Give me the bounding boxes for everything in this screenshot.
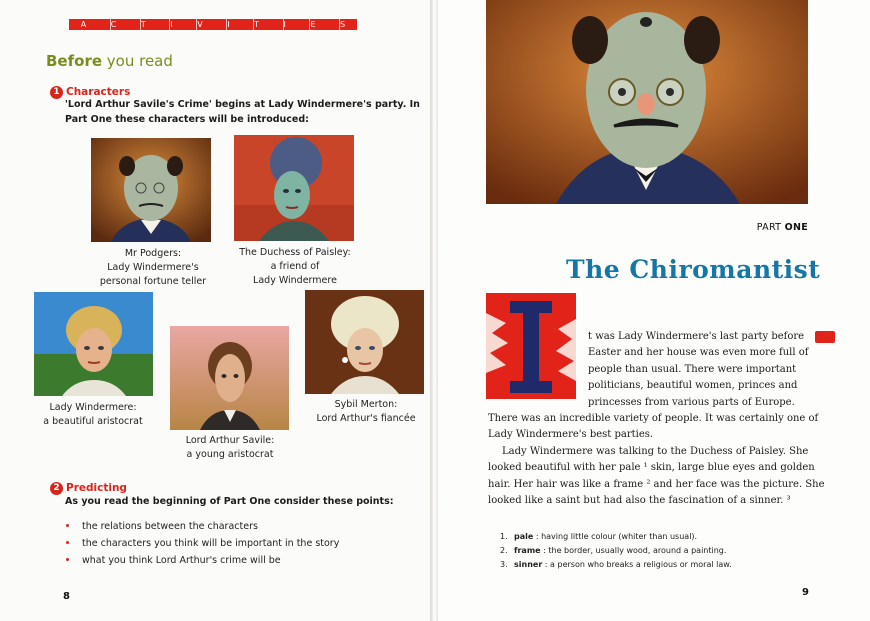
left-page	[0, 0, 432, 621]
footnotes	[500, 530, 732, 572]
predicting-intro: As you read the beginning of Part One consider these points:	[65, 496, 394, 507]
caption-sybil-merton	[310, 398, 422, 426]
caption-line: Mr Podgers:	[124, 248, 182, 259]
activities-banner	[69, 19, 357, 30]
bullet-icon	[66, 541, 69, 544]
illustration-mr-podgers	[486, 0, 808, 204]
audio-track-icon	[815, 331, 835, 343]
point-text: the characters you think will be important in the story	[82, 538, 340, 549]
caption-mr-podgers	[96, 247, 210, 289]
caption-line: Sybil Merton:	[334, 399, 398, 410]
banner-letter: E	[310, 20, 316, 29]
banner-letter: T	[254, 20, 260, 29]
point-text: what you think Lord Arthur's crime will be	[82, 555, 281, 566]
section-number-badge: 1	[50, 86, 63, 99]
section-intro	[65, 97, 420, 127]
text-line: looked beautiful with her pale ¹ skin, large blue eyes and golden	[488, 462, 815, 474]
portrait-sybil-merton	[305, 290, 424, 394]
caption-line: Lady Windermere:	[49, 402, 137, 413]
page-number: 9	[802, 587, 809, 598]
banner-letter: A	[80, 20, 87, 29]
portrait-mr-podgers	[91, 138, 211, 242]
caption-line: Lord Arthur Savile:	[185, 435, 275, 446]
portrait-duchess-of-paisley	[234, 135, 354, 241]
banner-letter: T	[140, 20, 146, 29]
drop-cap-illustration	[486, 293, 576, 399]
point-text: the relations between the characters	[82, 521, 258, 532]
text-line: people than usual. There were important	[588, 363, 797, 375]
part-label: PART ONE	[756, 222, 808, 233]
banner-letter: S	[340, 20, 346, 29]
caption-duchess	[236, 246, 354, 288]
caption-lady-windermere	[36, 401, 150, 429]
caption-line: The Duchess of Paisley:	[239, 247, 351, 258]
portrait-lady-windermere	[34, 292, 153, 396]
text-line: t was Lady Windermere's last party before	[588, 331, 805, 342]
text-line: looked like a saint but had also the fascination of a sinner. ³	[488, 495, 791, 507]
section-title-predicting: Predicting	[66, 482, 127, 494]
footnote: 1. pale : having little colour (whiter than usual).	[500, 532, 698, 541]
body-text-main	[488, 411, 825, 509]
chapter-title: The Chiromantist	[566, 255, 821, 284]
footnote: 2. frame : the border, usually wood, around a painting.	[500, 546, 727, 555]
bullet-icon	[66, 524, 69, 527]
before-you-read-heading: Before you read	[46, 52, 173, 70]
banner-letter: C	[110, 20, 117, 29]
caption-line: a young aristocrat	[186, 449, 274, 460]
caption-line: a friend of	[270, 261, 320, 272]
footnote: 3. sinner : a person who breaks a religious or moral law.	[500, 560, 732, 569]
banner-letter: I	[170, 20, 173, 29]
body-text-top	[588, 329, 808, 411]
list-item	[66, 518, 339, 535]
caption-line: Lady Windermere	[253, 275, 337, 286]
banner-letter: I	[283, 20, 286, 29]
text-line: hair. Her hair was like a frame ² and her face was the picture. She	[488, 478, 825, 490]
intro-line: Part One these characters will be introduced:	[65, 114, 309, 125]
text-line: There was an incredible variety of people. It was certainly one of	[488, 413, 819, 424]
text-line: Lady Windermere's best parties.	[488, 429, 654, 441]
caption-line: personal fortune teller	[99, 276, 207, 287]
text-line: politicians, beautiful women, princes and	[588, 380, 798, 392]
right-page	[438, 0, 870, 621]
list-item	[66, 552, 339, 569]
text-line: Easter and her house was even more full of	[588, 347, 809, 359]
caption-line: a beautiful aristocrat	[43, 416, 143, 427]
text-line: princesses from various parts of Europe.	[588, 396, 795, 408]
page-number: 8	[63, 591, 70, 602]
banner-letter: I	[227, 20, 230, 29]
text-line: Lady Windermere was talking to the Duchess of Paisley. She	[502, 445, 809, 457]
section-number-badge: 2	[50, 482, 63, 495]
bullet-icon	[66, 558, 69, 561]
prediction-points	[66, 518, 339, 569]
intro-line: 'Lord Arthur Savile's Crime' begins at Lady Windermere's party. In	[65, 99, 420, 110]
banner-letter: V	[197, 20, 203, 29]
list-item	[66, 535, 339, 552]
section-title-characters: Characters	[66, 86, 131, 98]
portrait-lord-arthur-savile	[170, 326, 289, 430]
caption-line: Lord Arthur's fiancée	[316, 413, 416, 424]
caption-line: Lady Windermere's	[107, 262, 199, 273]
caption-lord-arthur	[172, 434, 288, 462]
